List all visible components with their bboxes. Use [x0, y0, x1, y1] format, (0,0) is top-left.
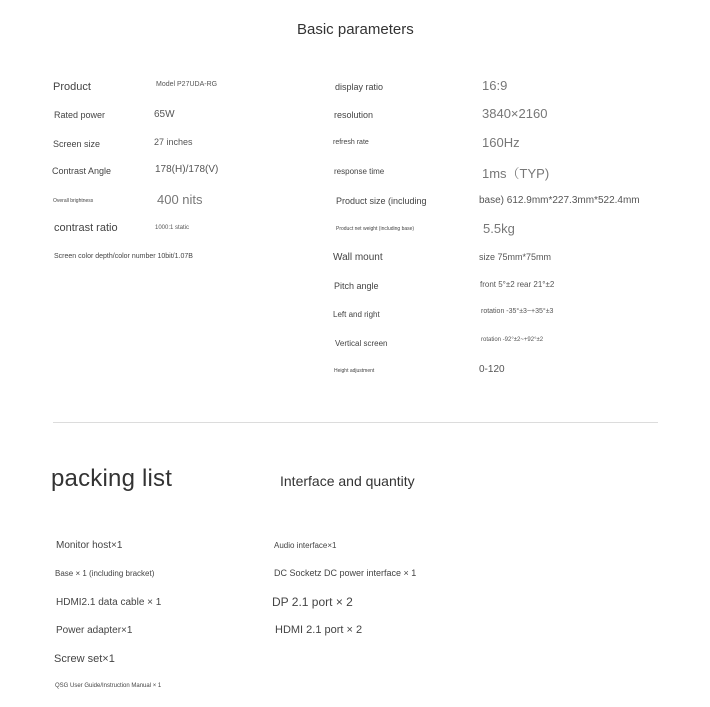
- param-value: 65W: [154, 109, 175, 120]
- interface-title: Interface and quantity: [280, 473, 415, 489]
- param-value: 400 nits: [157, 192, 203, 207]
- param-label: Height adjustment: [334, 368, 375, 374]
- param-value: 160Hz: [482, 135, 520, 150]
- param-label: response time: [334, 167, 385, 176]
- param-label: resolution: [334, 110, 374, 120]
- param-value: front 5°±2 rear 21°±2: [480, 280, 555, 289]
- packing-item: Monitor host×1: [56, 540, 123, 551]
- page-title: Basic parameters: [297, 21, 414, 38]
- param-label: Product size (including: [336, 196, 427, 206]
- interface-item: HDMI 2.1 port × 2: [275, 624, 363, 636]
- param-value: base) 612.9mm*227.3mm*522.4mm: [479, 195, 640, 206]
- param-label: Rated power: [54, 110, 106, 120]
- param-value: rotation -35°±3~+35°±3: [481, 308, 554, 315]
- param-value: 16:9: [482, 78, 508, 93]
- param-value: 5.5kg: [483, 221, 515, 236]
- interface-item: DP 2.1 port × 2: [272, 595, 353, 609]
- param-value: Model P27UDA-RG: [156, 81, 218, 88]
- param-value: 0-120: [479, 364, 505, 375]
- param-label: Vertical screen: [335, 339, 388, 348]
- param-value: 27 inches: [154, 137, 193, 147]
- param-label: display ratio: [335, 82, 384, 92]
- packing-item: QSG User Guide/Instruction Manual × 1: [55, 683, 162, 689]
- packing-list-title: packing list: [51, 465, 173, 492]
- param-label: Contrast Angle: [52, 166, 112, 176]
- param-value: 1000:1 static: [155, 225, 190, 231]
- param-label: Wall mount: [333, 252, 383, 263]
- packing-item: Base × 1 (including bracket): [55, 569, 155, 578]
- param-label: Product net weight (including base): [336, 226, 415, 232]
- param-value: 1ms（TYP): [482, 166, 550, 181]
- param-label: refresh rate: [333, 139, 369, 146]
- param-label: Screen size: [53, 139, 101, 149]
- param-value: rotation -92°±2~+92°±2: [481, 337, 544, 343]
- param-label: Pitch angle: [334, 281, 379, 291]
- param-label: contrast ratio: [54, 222, 118, 234]
- section-divider: [53, 422, 658, 423]
- param-value: 178(H)/178(V): [155, 164, 219, 175]
- param-label: Left and right: [333, 310, 380, 319]
- packing-item: Power adapter×1: [56, 625, 133, 636]
- packing-item: Screw set×1: [54, 653, 115, 665]
- interface-item: DC Socketz DC power interface × 1: [274, 568, 417, 578]
- param-value: 3840×2160: [482, 106, 548, 121]
- packing-item: HDMI2.1 data cable × 1: [56, 597, 162, 608]
- param-label: Screen color depth/color number 10bit/1.07B: [54, 253, 193, 260]
- interface-item: Audio interface×1: [274, 541, 337, 550]
- param-label: Product: [53, 81, 91, 93]
- param-label: Overall brightness: [53, 198, 94, 204]
- param-value: size 75mm*75mm: [479, 252, 552, 262]
